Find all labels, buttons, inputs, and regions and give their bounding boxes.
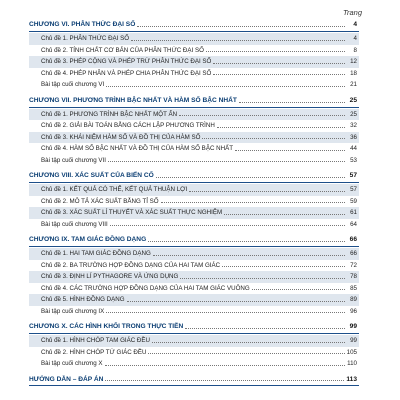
topic-entry-page-number: 78 — [350, 273, 357, 280]
topic-entry[interactable] — [29, 196, 359, 208]
chapter-block — [29, 95, 359, 167]
topic-entry-title: Chủ đề 3. ĐỊNH LÍ PYTHAGORE VÀ ỨNG DỤNG — [41, 273, 179, 280]
topic-entry-title: Chủ đề 1. KẾT QUẢ CÓ THỂ, KẾT QUẢ THUẬN LỢI — [41, 186, 188, 193]
topic-entry-title: Chủ đề 2. HÌNH CHÓP TỨ GIÁC ĐỀU — [41, 348, 147, 356]
topic-entry-page-number: 32 — [350, 122, 357, 129]
topic-entry-title: Chủ đề 3. XÁC SUẤT LÍ THUYẾT VÀ XÁC SUẤT THỰC NGHIỆM — [41, 209, 223, 216]
topic-entry-title: Chủ đề 4. CÁC TRƯỜNG HỢP ĐỒNG DẠNG CỦA HAI TAM GIÁC VUÔNG — [41, 284, 250, 292]
dot-leader — [110, 222, 345, 226]
topic-entry[interactable] — [29, 56, 359, 68]
topic-entry-page-number: 36 — [350, 133, 357, 141]
chapter-exercises-entry-title: Bài tập cuối chương IX — [41, 307, 105, 315]
dot-leader — [108, 158, 345, 162]
answers-entry-page-number: 113 — [346, 375, 357, 383]
dot-leader — [213, 71, 345, 75]
table-of-contents — [29, 19, 359, 386]
chapter-exercises-entry-title: Bài tập cuối chương VII — [41, 156, 106, 164]
topic-entry-page-number: 72 — [350, 261, 357, 269]
topic-entry-page-number: 66 — [350, 250, 357, 257]
dot-leader — [189, 188, 345, 192]
topic-entry-page-number: 8 — [353, 46, 357, 54]
topic-entry[interactable] — [29, 132, 359, 144]
chapter-heading[interactable] — [29, 19, 359, 32]
dot-leader — [105, 362, 345, 366]
topic-entry[interactable] — [29, 271, 359, 283]
topic-entry[interactable] — [29, 294, 359, 306]
topic-entry[interactable] — [29, 207, 359, 219]
topic-entry-page-number: 99 — [350, 337, 357, 344]
chapter-heading-page-number: 25 — [349, 96, 357, 104]
answers-entry[interactable] — [29, 374, 359, 387]
answers-entry-title: HƯỚNG DẪN – ĐÁP ÁN — [29, 375, 104, 383]
chapter-heading-title: CHƯƠNG X. CÁC HÌNH KHỐI TRONG THỰC TIỄN — [29, 323, 184, 330]
chapter-heading-page-number: 99 — [349, 323, 357, 330]
topic-entry-title: Chủ đề 4. HÀM SỐ BẬC NHẤT VÀ ĐỒ THỊ CỦA HÀM SỐ BẬC NHẤT — [41, 145, 233, 152]
chapter-heading-title: CHƯƠNG VII. PHƯƠNG TRÌNH BẬC NHẤT VÀ HÀM SỐ BẬC NHẤT — [29, 96, 237, 104]
topic-entry-page-number: 105 — [346, 348, 357, 356]
chapter-heading-title: CHƯƠNG VIII. XÁC SUẤT CỦA BIẾN CỐ — [29, 172, 154, 179]
dot-leader — [161, 199, 345, 203]
topic-entry-title: Chủ đề 1. PHÂN THỨC ĐẠI SỐ — [41, 35, 130, 42]
dot-leader — [224, 211, 345, 215]
dot-leader — [185, 325, 345, 329]
topic-entry[interactable] — [29, 120, 359, 132]
chapter-exercises-entry-page-number: 53 — [350, 156, 357, 164]
topic-entry-page-number: 61 — [350, 209, 357, 216]
topic-entry-title: Chủ đề 2. TÍNH CHẤT CƠ BẢN CỦA PHÂN THỨC ĐẠI SỐ — [41, 46, 204, 54]
topic-entry[interactable] — [29, 248, 359, 260]
dot-leader — [222, 263, 345, 267]
dot-leader — [202, 135, 345, 139]
dot-leader — [106, 309, 345, 313]
dot-leader — [153, 252, 345, 256]
dot-leader — [148, 238, 345, 242]
dot-leader — [239, 99, 345, 103]
dot-leader — [105, 377, 344, 381]
topic-entry-title: Chủ đề 4. PHÉP NHÂN VÀ PHÉP CHIA PHÂN THỨC ĐẠI SỐ — [41, 69, 212, 77]
topic-entry-page-number: 59 — [350, 197, 357, 205]
dot-leader — [206, 48, 345, 52]
topic-entry-title: Chủ đề 2. MÔ TẢ XÁC SUẤT BẰNG TỈ SỐ — [41, 197, 159, 205]
chapter-exercises-entry[interactable] — [29, 79, 359, 91]
page-column-label: Trang — [342, 8, 362, 17]
topic-entry-title: Chủ đề 5. HÌNH ĐỒNG DẠNG — [41, 296, 125, 303]
dot-leader — [127, 298, 345, 302]
topic-entry-title: Chủ đề 3. PHÉP CỘNG VÀ PHÉP TRỪ PHÂN THỨC ĐẠI SỐ — [41, 58, 212, 65]
topic-entry-title: Chủ đề 3. KHÁI NIỆM HÀM SỐ VÀ ĐỒ THỊ CỦA HÀM SỐ — [41, 133, 201, 141]
topic-entry-title: Chủ đề 1. PHƯƠNG TRÌNH BẬC NHẤT MỘT ẨN — [41, 110, 178, 118]
chapter-exercises-entry[interactable] — [29, 358, 359, 370]
chapter-exercises-entry-title: Bài tập cuối chương X — [41, 360, 103, 367]
chapter-block — [29, 170, 359, 230]
chapter-exercises-entry-page-number: 64 — [350, 220, 357, 228]
topic-entry-page-number: 89 — [350, 296, 357, 303]
topic-entry-title: Chủ đề 1. HAI TAM GIÁC ĐỒNG DẠNG — [41, 250, 151, 257]
chapter-exercises-entry[interactable] — [29, 306, 359, 318]
chapter-heading[interactable] — [29, 321, 359, 334]
chapter-heading[interactable] — [29, 234, 359, 247]
dot-leader — [180, 275, 345, 279]
topic-entry-page-number: 25 — [350, 110, 357, 118]
topic-entry-page-number: 4 — [353, 35, 357, 42]
topic-entry-page-number: 12 — [350, 58, 357, 65]
chapter-block — [29, 321, 359, 370]
dot-leader — [106, 83, 345, 87]
dot-leader — [252, 286, 345, 290]
chapter-heading-page-number: 57 — [349, 172, 357, 179]
dot-leader — [217, 124, 345, 128]
chapter-exercises-entry-title: Bài tập cuối chương VIII — [41, 220, 108, 228]
topic-entry[interactable] — [29, 68, 359, 80]
dot-leader — [137, 23, 345, 27]
topic-entry[interactable] — [29, 33, 359, 45]
topic-entry[interactable] — [29, 109, 359, 121]
topic-entry[interactable] — [29, 283, 359, 295]
dot-leader — [213, 60, 345, 64]
chapter-exercises-entry[interactable] — [29, 155, 359, 167]
chapter-block — [29, 234, 359, 317]
topic-entry[interactable] — [29, 143, 359, 155]
chapter-heading[interactable] — [29, 170, 359, 183]
topic-entry-title: Chủ đề 2. BA TRƯỜNG HỢP ĐỒNG DẠNG CỦA HAI TAM GIÁC — [41, 261, 221, 269]
dot-leader — [131, 37, 345, 41]
chapter-heading-page-number: 4 — [353, 21, 357, 28]
chapter-heading-title: CHƯƠNG IX. TAM GIÁC ĐỒNG DẠNG — [29, 236, 147, 243]
topic-entry-page-number: 44 — [350, 145, 357, 152]
dot-leader — [235, 147, 345, 151]
chapter-heading-title: CHƯƠNG VI. PHÂN THỨC ĐẠI SỐ — [29, 21, 136, 28]
topic-entry[interactable] — [29, 184, 359, 196]
dot-leader — [148, 350, 344, 354]
chapter-exercises-entry[interactable] — [29, 219, 359, 231]
dot-leader — [152, 339, 345, 343]
topic-entry-page-number: 85 — [350, 284, 357, 292]
topic-entry[interactable] — [29, 260, 359, 272]
chapter-exercises-entry-title: Bài tập cuối chương VI — [41, 81, 105, 88]
chapter-block — [29, 19, 359, 91]
topic-entry-title: Chủ đề 2. GIẢI BÀI TOÁN BẰNG CÁCH LẬP PHƯƠNG TRÌNH — [41, 122, 215, 129]
chapter-heading[interactable] — [29, 95, 359, 108]
topic-entry[interactable] — [29, 45, 359, 57]
chapter-exercises-entry-page-number: 21 — [350, 81, 357, 88]
dot-leader — [156, 174, 345, 178]
chapter-heading-page-number: 66 — [349, 236, 357, 243]
topic-entry[interactable] — [29, 335, 359, 347]
topic-entry-page-number: 57 — [350, 186, 357, 193]
topic-entry-page-number: 18 — [350, 69, 357, 77]
chapter-exercises-entry-page-number: 96 — [350, 307, 357, 315]
topic-entry-title: Chủ đề 1. HÌNH CHÓP TAM GIÁC ĐỀU — [41, 337, 150, 344]
chapter-exercises-entry-page-number: 110 — [347, 360, 357, 367]
topic-entry[interactable] — [29, 347, 359, 359]
dot-leader — [179, 112, 345, 116]
